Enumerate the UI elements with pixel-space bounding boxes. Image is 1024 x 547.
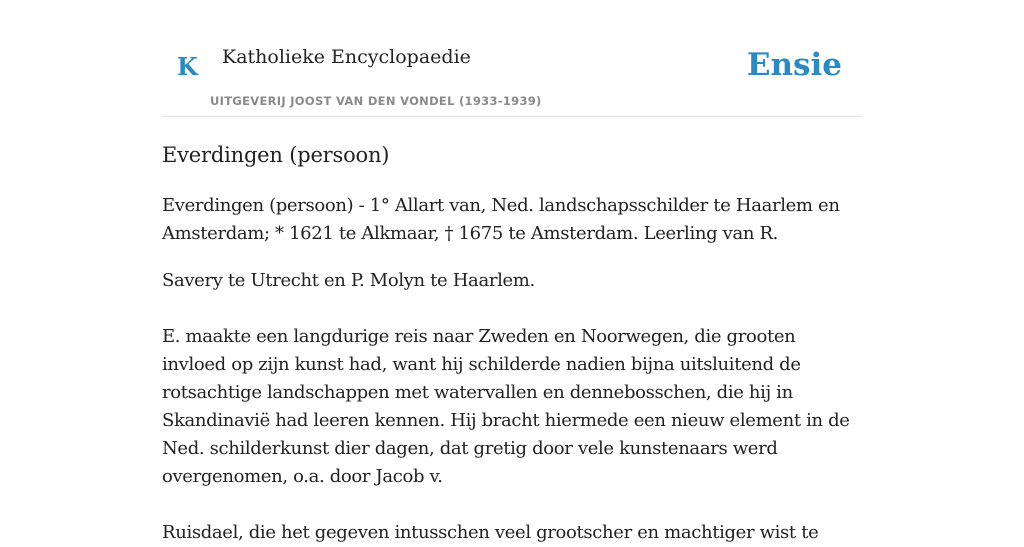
article-content — [162, 140, 862, 547]
encyclopedia-logo[interactable]: K — [177, 52, 198, 81]
publication-title[interactable]: Katholieke Encyclopaedie — [222, 46, 471, 68]
site-header — [162, 0, 862, 117]
article-title: Everdingen (persoon) — [162, 143, 390, 167]
article-paragraph: E. maakte een langdurige reis naar Zweden en Noorwegen, die grooten invloed op zijn kunst had, want hij schilderde nadien bijna uitsluitend de rotsachtige landschappen met watervallen en dennebosschen, die hij in Skandinavië had leeren kennen. Hij bracht hiermede een nieuw element in de Ned. schilderkunst dier dagen, dat gretig door vele kunstenaars werd overgenomen, o.a. door Jacob v. — [162, 326, 850, 487]
article-paragraph: Savery te Utrecht en P. Molyn te Haarlem. — [162, 270, 535, 291]
article-paragraph: Ruisdael, die het gegeven intusschen veel grootscher en machtiger wist te — [162, 522, 819, 543]
article-paragraph: Everdingen (persoon) - 1° Allart van, Ned. landschapsschilder te Haarlem en Amsterdam; * 1621 te Alkmaar, † 1675 te Amsterdam. Leerling van R. — [162, 195, 840, 244]
publication-subtitle: UITGEVERIJ JOOST VAN DEN VONDEL (1933-1939) — [210, 94, 542, 108]
ensie-brand-logo[interactable]: Ensie — [746, 47, 842, 83]
